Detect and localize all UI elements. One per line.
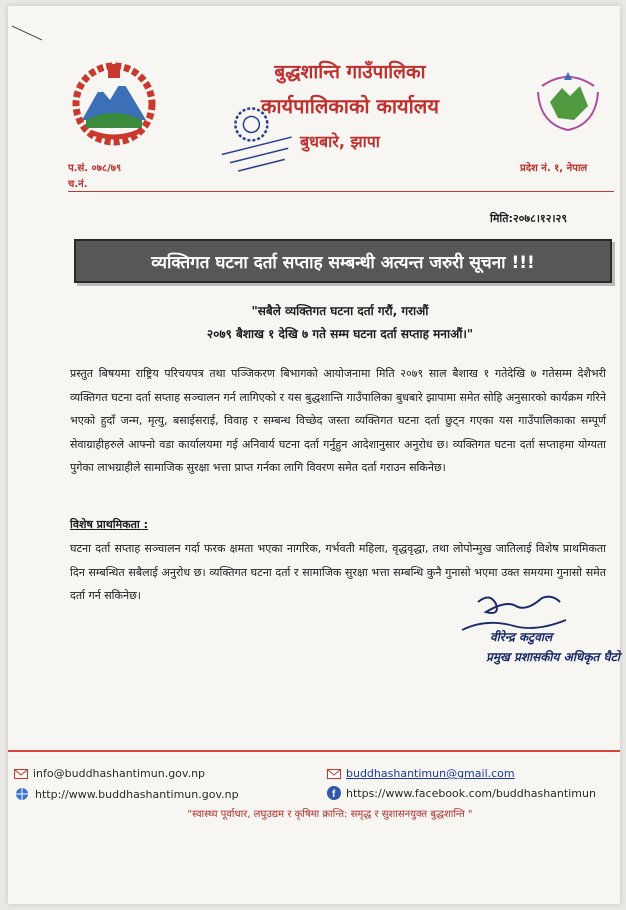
office-stamp-icon xyxy=(205,94,305,184)
footer-facebook[interactable] xyxy=(327,786,596,800)
footer-divider xyxy=(8,750,620,752)
header-divider xyxy=(68,191,614,192)
globe-icon xyxy=(14,787,30,801)
slogan-line-2: २०७९ बैशाख १ देखि ७ गते सम्म घटना दर्ता सप्ताह मनाऔं।" xyxy=(206,327,474,341)
email-text[interactable]: info@buddhashantimun.gov.np xyxy=(33,767,206,780)
province-label: प्रदेश नं. १, नेपाल xyxy=(520,163,588,174)
body-paragraph-2: घटना दर्ता सप्ताह सञ्चालन गर्दा फरक क्षमता भएका नागरिक, गर्भवती महिला, वृद्धवृद्धा, तथा लोपोन्मुख जातिलाई विशेष प्राथमिकता दिन सम्बन्धित सबैलाई अनुरोध छ। व्यक्तिगत घटना दर्ता र सामाजिक सुरक्षा भत्ता सम्बन्धि कुनै गुनासो भएमा उक्त समयमा गुनासो समेत दर्ता गर्न सकिनेछ। xyxy=(70,542,606,602)
slogan-line-1: "सबैले व्यक्तिगत घटना दर्ता गरौं, गराऔं xyxy=(251,304,429,318)
office-name: कार्यपालिकाको कार्यालय xyxy=(261,94,439,118)
facebook-icon xyxy=(327,786,341,800)
footer-motto: "स्वास्थ्य पूर्वाधार, लघुउद्यम र कृषिमा क्रान्ति: समृद्ध र सुशासनयुक्त बुद्धशान्ति " xyxy=(187,809,473,820)
footer-email[interactable] xyxy=(14,767,205,780)
municipality-logo-icon xyxy=(528,66,608,136)
body-paragraph-1: प्रस्तुत बिषयमा राष्ट्रिय परिचयपत्र तथा पञ्जिकरण बिभागको आयोजनामा मिति २०७९ साल बैशाख १ गतेदेखि ७ गतेसम्म देशैभरी व्यक्तिगत घटना दर्ता सप्ताह सञ्चालन गर्न लागिएको र यस बुद्धशान्ति गाउँपालिका बुधबारे झापामा समेत सोहि अनुसारको कार्यक्रम गरिने भएको हुदाँ जन्म, मृत्यु, बसाईसराई, विवाह र सम्बन्ध विच्छेद जस्ता व्यक्तिगत घटना दर्ता छुट्न गएका यस गाउँपालिकाका सम्पूर्ण सेवाग्राहीहरुले आफ्नो वडा कार्यालयमा गई अनिवार्य घटना दर्ता गर्नुहुन आदेशानुसार अनुरोध छ। व्यक्तिगत घटना दर्ता सप्ताहमा योग्यता पुगेका लाभग्राहीले सामाजिक सुरक्षा भत्ता प्राप्त गर्नका लागि विवरण समेत दर्ता गराउन सकिनेछ। xyxy=(70,367,606,474)
reference-number: प.सं. ०७८/७९ xyxy=(68,163,122,174)
gmail-icon xyxy=(327,769,341,779)
corner-pen-mark xyxy=(8,22,48,44)
dispatch-number: च.नं. xyxy=(68,179,88,190)
notice-title-banner xyxy=(74,239,612,283)
signer-name: वीरेन्द्र कटुवाल xyxy=(490,630,553,644)
website-text[interactable]: http://www.buddhashantimun.gov.np xyxy=(35,787,239,801)
notice-date: मिति:२०७८।१२।२९ xyxy=(490,212,568,225)
office-place: बुधबारे, झापा xyxy=(300,132,380,151)
facebook-text[interactable]: https://www.facebook.com/buddhashantimun xyxy=(346,786,596,800)
gmail-text[interactable]: buddhashantimun@gmail.com xyxy=(346,767,515,780)
svg-text:f: f xyxy=(332,789,336,800)
nepal-emblem-icon xyxy=(70,58,158,146)
notice-title: व्यक्तिगत घटना दर्ता सप्ताह सम्बन्धी अत्यन्त जरुरी सूचना !!! xyxy=(151,252,535,273)
org-name: बुद्धशान्ति गाउँपालिका xyxy=(274,61,426,83)
signer-title: प्रमुख प्रशासकीय अधिकृत घैटो xyxy=(486,650,620,664)
footer-gmail[interactable] xyxy=(327,767,515,780)
priority-heading: विशेष प्राथमिकता : xyxy=(70,518,148,531)
mail-icon xyxy=(14,769,28,779)
footer-website[interactable] xyxy=(14,787,239,801)
